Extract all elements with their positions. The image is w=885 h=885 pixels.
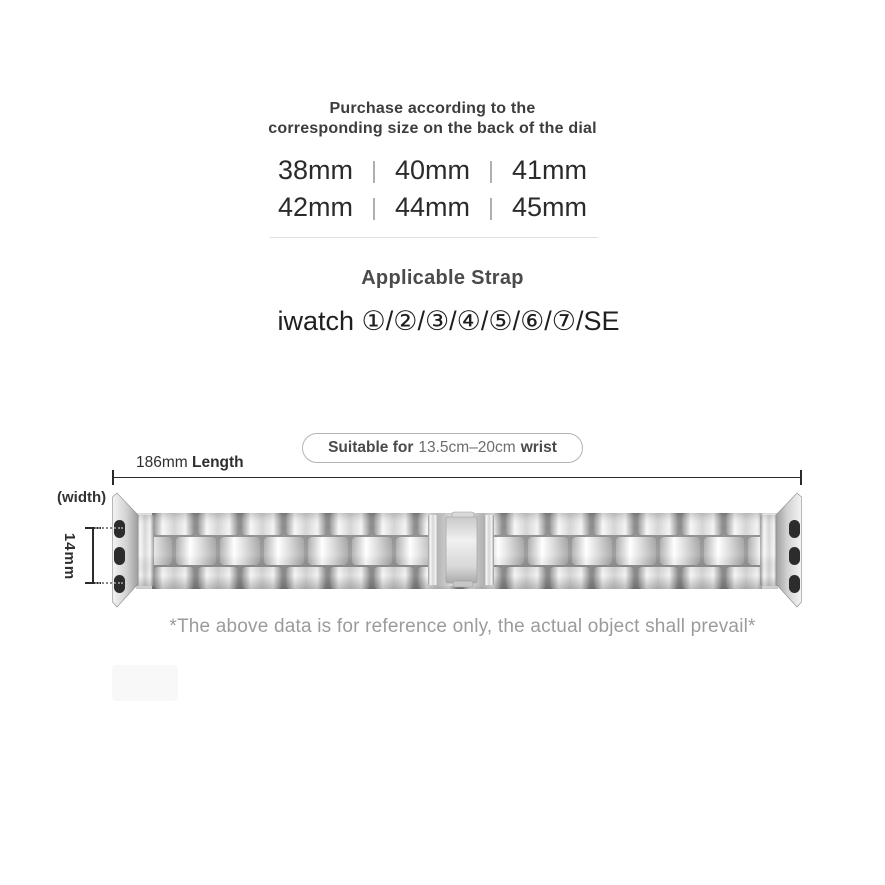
faint-background-artifact bbox=[112, 665, 178, 701]
size-separator: | bbox=[488, 194, 494, 220]
width-value-label: 14mm bbox=[61, 532, 79, 580]
length-tick-left bbox=[112, 470, 114, 485]
size-separator: | bbox=[488, 157, 494, 183]
width-leader-top bbox=[95, 527, 123, 529]
length-value: 186mm bbox=[136, 454, 188, 471]
size-separator: | bbox=[371, 157, 377, 183]
length-dimension-label bbox=[136, 454, 244, 472]
size-separator: | bbox=[371, 194, 377, 220]
size-option-44mm: 44mm bbox=[394, 192, 470, 222]
width-leader-bottom bbox=[95, 582, 123, 584]
size-options bbox=[0, 152, 865, 226]
width-caption-label: (width) bbox=[57, 489, 107, 506]
length-tick-right bbox=[800, 470, 802, 485]
size-option-42mm: 42mm bbox=[277, 192, 353, 222]
size-option-40mm: 40mm bbox=[394, 155, 470, 185]
size-instruction-title bbox=[0, 99, 865, 139]
lug-adapter-right bbox=[776, 493, 802, 607]
compatible-models-text: iwatch ①/②/③/④/⑤/⑥/⑦/SE bbox=[277, 306, 620, 336]
size-row-large bbox=[0, 189, 865, 226]
watch-band-image bbox=[0, 488, 885, 613]
pill-suffix: wrist bbox=[520, 439, 557, 456]
wrist-size-pill bbox=[302, 433, 583, 463]
length-word: Length bbox=[192, 454, 244, 471]
length-dimension-line bbox=[113, 477, 801, 478]
title-line1: Purchase according to the bbox=[329, 100, 536, 117]
size-row-small bbox=[0, 152, 865, 189]
pill-range: 13.5cm–20cm bbox=[418, 439, 516, 456]
butterfly-clasp bbox=[428, 512, 494, 587]
width-dimension-line bbox=[92, 528, 94, 583]
applicable-strap-heading: Applicable Strap bbox=[361, 267, 524, 289]
disclaimer-text: *The above data is for reference only, the actual object shall prevail* bbox=[169, 616, 756, 637]
pill-prefix: Suitable for bbox=[328, 439, 414, 456]
title-line2: corresponding size on the back of the dial bbox=[268, 120, 597, 137]
lug-adapter-left bbox=[113, 493, 139, 607]
size-option-45mm: 45mm bbox=[511, 192, 587, 222]
size-option-38mm: 38mm bbox=[277, 155, 353, 185]
size-option-41mm: 41mm bbox=[511, 155, 587, 185]
section-divider bbox=[270, 237, 598, 238]
